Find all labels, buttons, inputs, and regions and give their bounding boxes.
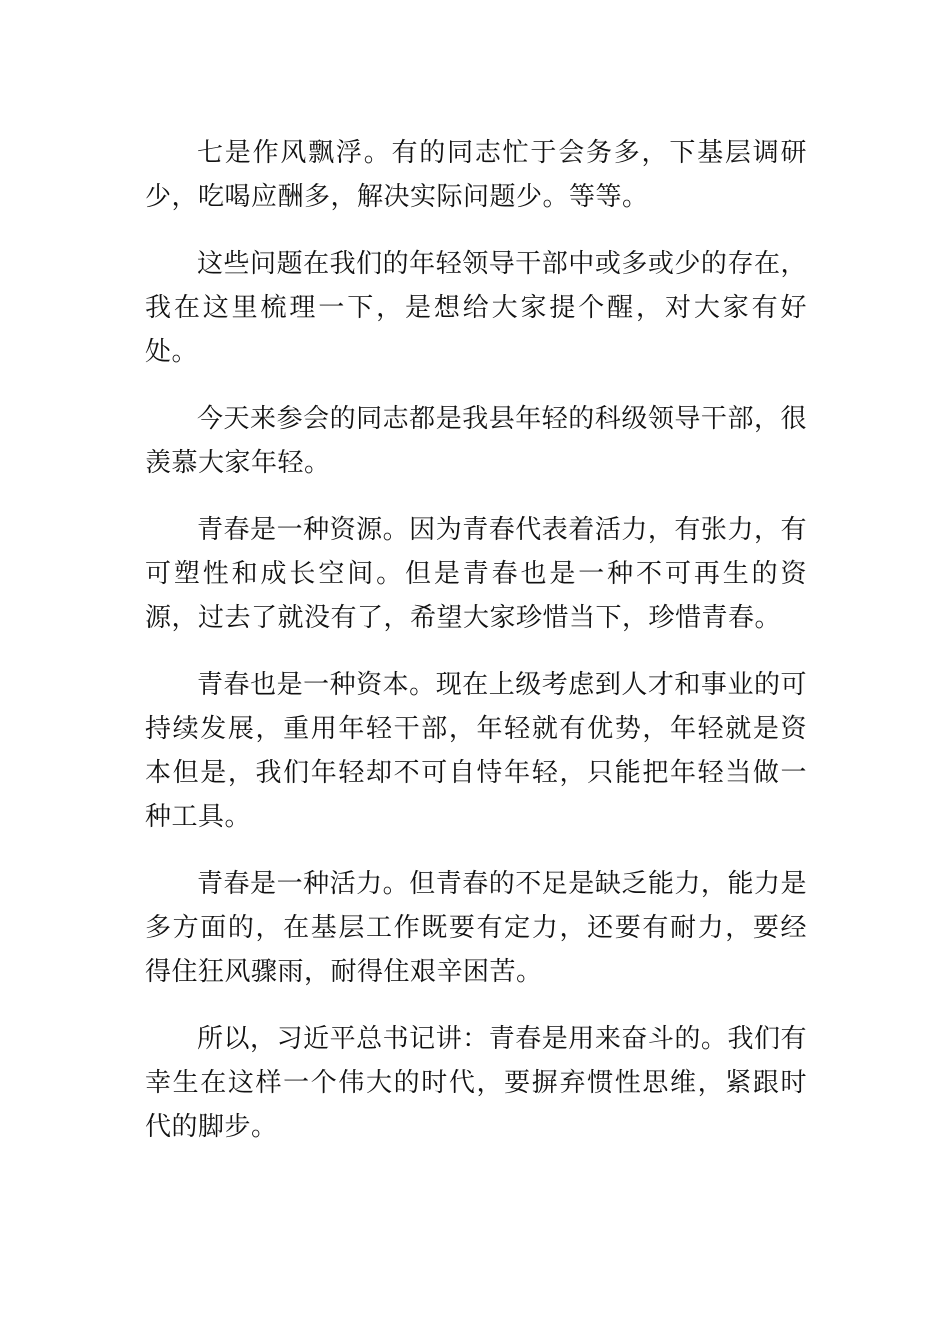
document-body — [145, 131, 807, 1172]
paragraph-4: 青春是一种资源。因为青春代表着活力，有张力，有可塑性和成长空间。但是青春也是一种不可再生的资源，过去了就没有了，希望大家珍惜当下，珍惜青春。 — [145, 515, 807, 633]
paragraph-2: 这些问题在我们的年轻领导干部中或多或少的存在，我在这里梳理一下，是想给大家提个醒，对大家有好处。 — [145, 249, 807, 367]
paragraph-6: 青春是一种活力。但青春的不足是缺乏能力，能力是多方面的，在基层工作既要有定力，还要有耐力，要经得住狂风骤雨，耐得住艰辛困苦。 — [145, 869, 807, 987]
paragraph-1: 七是作风飘浮。有的同志忙于会务多，下基层调研少，吃喝应酬多，解决实际问题少。等等。 — [145, 138, 807, 212]
paragraph-3: 今天来参会的同志都是我县年轻的科级领导干部，很羡慕大家年轻。 — [145, 404, 807, 478]
paragraph-5: 青春也是一种资本。现在上级考虑到人才和事业的可持续发展，重用年轻干部，年轻就有优势，年轻就是资本但是，我们年轻却不可自恃年轻，只能把年轻当做一种工具。 — [145, 670, 807, 832]
paragraph-7: 所以，习近平总书记讲：青春是用来奋斗的。我们有幸生在这样一个伟大的时代，要摒弃惯性思维，紧跟时代的脚步。 — [145, 1024, 807, 1142]
